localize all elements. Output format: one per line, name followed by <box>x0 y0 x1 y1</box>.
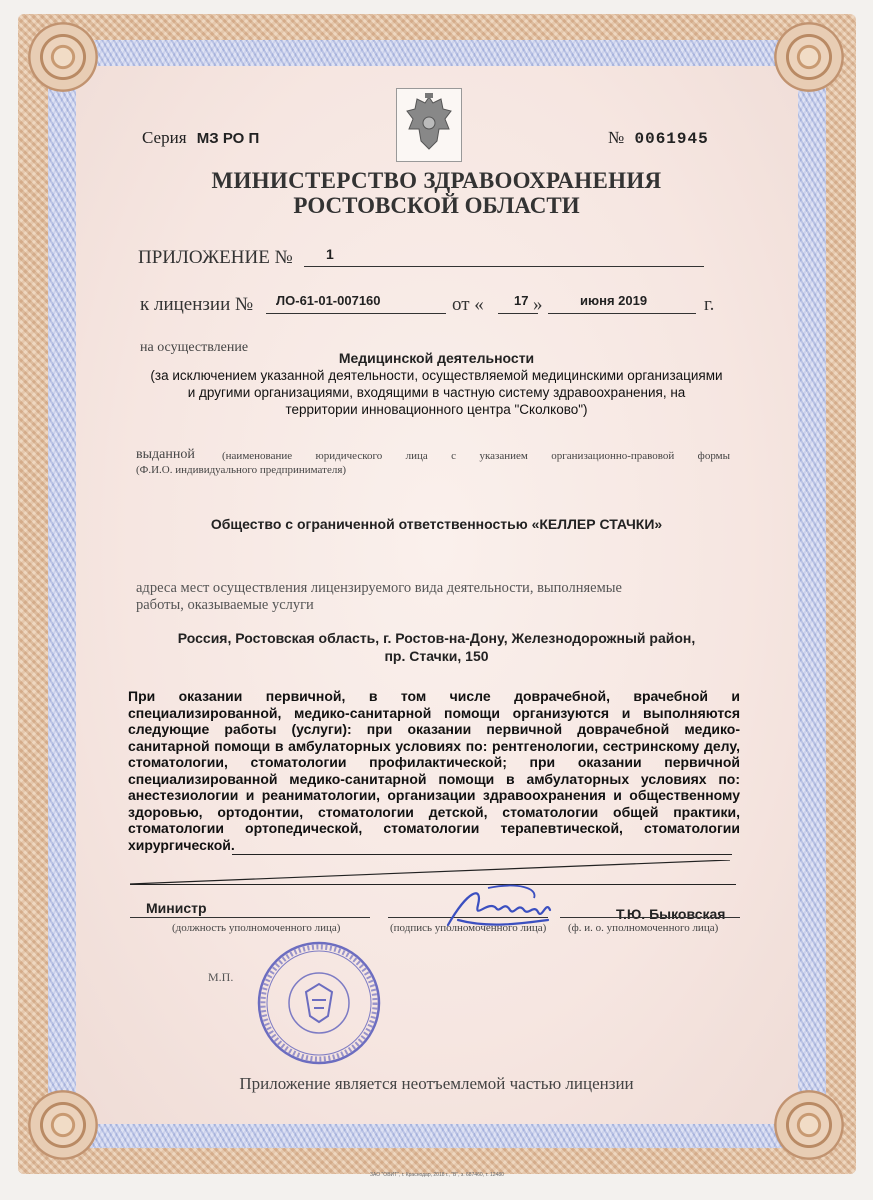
footer-note: Приложение является неотъемлемой частью лицензии <box>239 1074 634 1093</box>
issued-description: (наименование юридического лица с указанием организационно-правовой формы <box>222 450 730 462</box>
activity-desc-line: (за исключением указанной деятельности, осуществляемой медицинскими организациями <box>150 368 723 383</box>
license-number: ЛО-61-01-007160 <box>276 293 381 308</box>
signature-caption: (подпись уполномоченного лица) <box>390 922 547 934</box>
activity-label: на осуществление <box>140 340 249 355</box>
seal-place-label: М.П. <box>208 970 234 984</box>
appendix-number: 1 <box>326 246 334 262</box>
license-day: 17 <box>514 293 529 308</box>
number-label: № <box>608 128 625 147</box>
signer-position: Министр <box>146 900 207 916</box>
ministry-title-line1: МИНИСТЕРСТВО ЗДРАВООХРАНЕНИЯ <box>211 168 662 193</box>
corner-rosette-icon <box>774 22 844 92</box>
diagonal-line <box>130 860 730 884</box>
license-prefix: к лицензии № <box>140 294 254 315</box>
activity-desc-line: территории инновационного центра "Сколково") <box>285 402 588 417</box>
address-line1: Россия, Ростовская область, г. Ростов-на-Дону, Железнодорожный район, <box>177 630 696 646</box>
address-label: адреса мест осуществления лицензируемого вида деятельности, выполняемые <box>136 580 622 596</box>
printer-imprint: ЗАО "ОВИТ", г. Краснодар, 2018 г., "В", з. 687460, т. 12480 <box>370 1172 504 1178</box>
activity-title: Медицинской деятельности <box>338 350 535 366</box>
name-caption: (ф. и. о. уполномоченного лица) <box>568 922 719 934</box>
services-text: При оказании первичной, в том числе доврачебной, врачебной и специализированной, медико-санитарной помощи организуются и выполняются следующие работы (услуги): при оказании первичной доврачебной медико-санитарной помощи в амбулаторных условиях по: рентгенологии, сестринскому делу, стоматологии, стоматологии профилактической; при оказании первичной специализированной медико-санитарной помощи в амбулаторных условиях по: анестезиологии и реаниматологии, организации здравоохранения и общественному здоровью, ортодонтии, стоматологии детской, стоматологии общей практики, стоматологии ортопедической, стоматологии терапевтической, стоматологии хирургической. <box>128 688 740 853</box>
handwritten-signature-icon <box>438 880 558 940</box>
activity-desc-line: и другими организациями, входящими в частную систему здравоохранения, на <box>187 385 686 400</box>
form-number: 0061945 <box>634 130 709 148</box>
license-year-suffix: г. <box>704 294 715 315</box>
divider-line <box>232 854 732 855</box>
signer-name: Т.Ю. Быковская <box>616 906 726 922</box>
corner-rosette-icon <box>28 22 98 92</box>
organization-name: Общество с ограниченной ответственностью «КЕЛЛЕР СТАЧКИ» <box>210 516 663 532</box>
divider-line <box>130 884 736 885</box>
license-month-year: июня 2019 <box>580 293 648 308</box>
corner-rosette-icon <box>28 1090 98 1160</box>
coat-of-arms-icon <box>396 88 462 162</box>
series-value: МЗ РО П <box>196 130 260 147</box>
ministry-title-line2: РОСТОВСКОЙ ОБЛАСТИ <box>293 193 580 218</box>
corner-rosette-icon <box>774 1090 844 1160</box>
issued-description-ip: (Ф.И.О. индивидуального предпринимателя) <box>136 464 347 476</box>
position-caption: (должность уполномоченного лица) <box>172 922 341 934</box>
address-label-2: работы, оказываемые услуги <box>136 597 314 613</box>
issued-label: выданной <box>136 447 195 462</box>
license-day-close: » <box>533 294 543 315</box>
appendix-label: ПРИЛОЖЕНИЕ № <box>138 247 293 268</box>
license-from-label: от « <box>452 294 484 315</box>
series-label: Серия <box>142 128 187 147</box>
official-seal-icon <box>256 940 382 1066</box>
address-line2: пр. Стачки, 150 <box>384 648 489 664</box>
